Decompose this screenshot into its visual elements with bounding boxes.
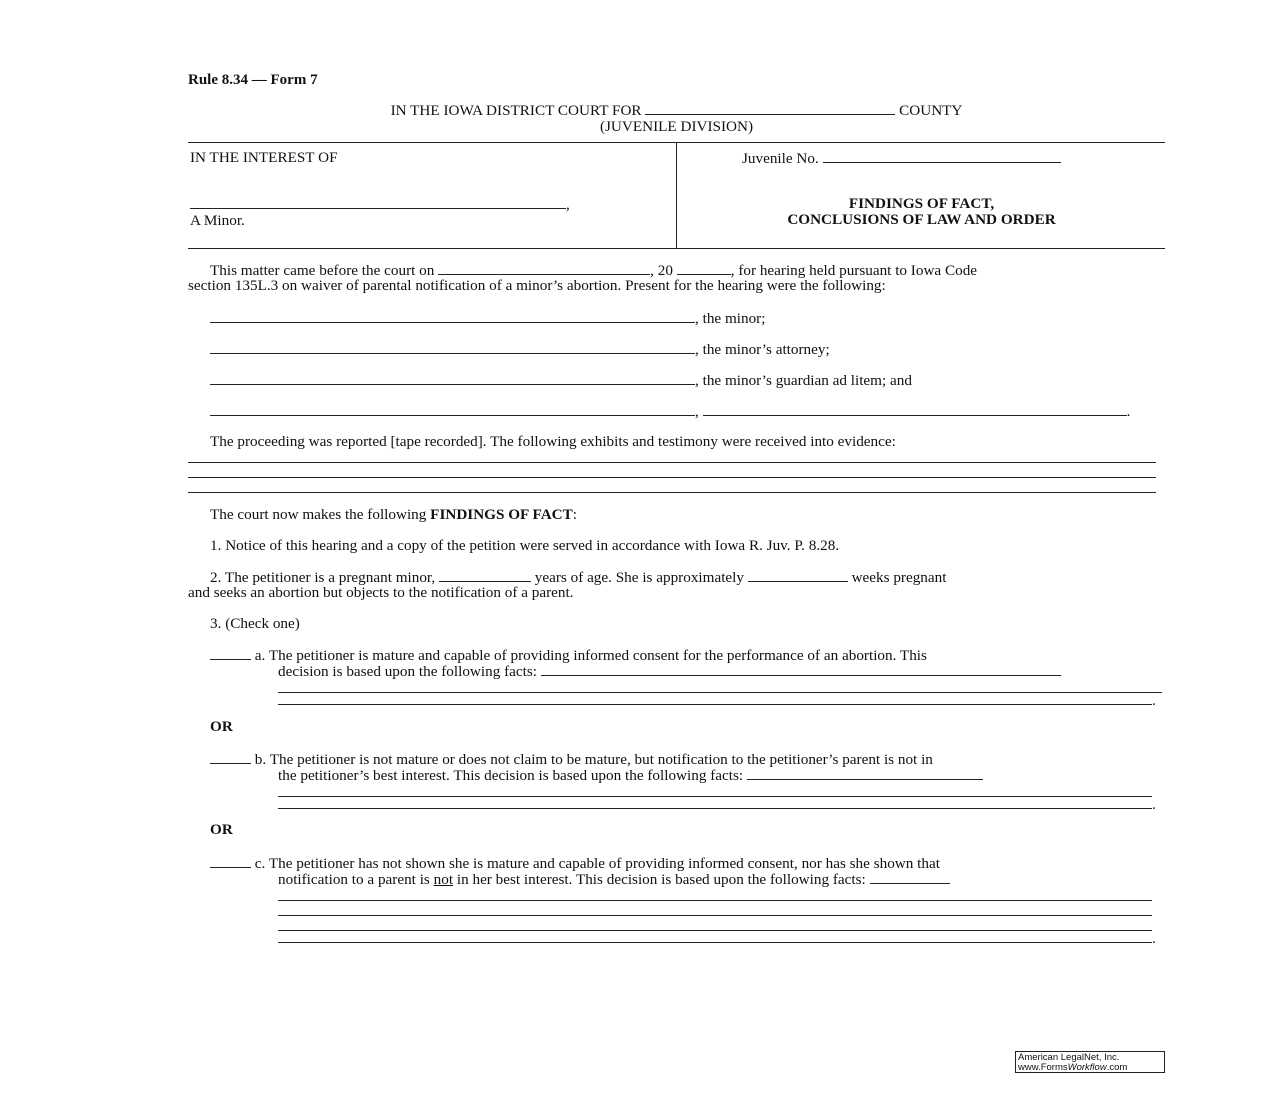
evidence-blank-1[interactable] <box>188 462 1156 463</box>
present-guardian <box>210 372 912 389</box>
option-a-period: . <box>1152 692 1156 709</box>
present-minor <box>210 310 765 327</box>
url-post: .com <box>1106 1062 1128 1073</box>
option-a-facts-blank-3-line <box>278 692 1156 709</box>
option-c-not-emphasis: not <box>433 871 454 888</box>
option-b-line-1 <box>210 751 933 768</box>
evidence-text: The proceeding was reported [tape recorded]. The following exhibits and testimony were received into evidence: <box>210 433 896 450</box>
present-attorney <box>210 341 830 358</box>
option-a-facts-blank-1[interactable] <box>541 663 1061 676</box>
caption-bottom-rule <box>188 248 1165 249</box>
option-b-facts-blank-3-line <box>278 796 1156 813</box>
intro-part2: , 20 <box>650 262 673 279</box>
guardian-blank[interactable] <box>210 372 695 385</box>
intro-part3: , for hearing held pursuant to Iowa Code <box>730 262 978 279</box>
option-c-label: c. <box>254 855 266 872</box>
interest-of-label: IN THE INTEREST OF <box>190 149 338 166</box>
option-b-check-blank[interactable] <box>210 751 251 764</box>
present-other <box>210 403 1130 420</box>
form-title <box>678 196 1165 228</box>
juvenile-no-blank[interactable] <box>823 150 1061 163</box>
option-c-check-blank[interactable] <box>210 855 251 868</box>
option-a-facts-blank-3[interactable] <box>278 692 1152 705</box>
caption-divider <box>676 142 677 248</box>
publisher-footer <box>1015 1051 1165 1073</box>
finding-item-2-line-2: and seeks an abortion but objects to the notification of a parent. <box>188 584 574 601</box>
option-a-check-blank[interactable] <box>210 647 251 660</box>
publisher-name: American LegalNet, Inc. <box>1018 1052 1120 1063</box>
option-a-line-2 <box>278 663 1061 680</box>
evidence-blank-2[interactable] <box>188 477 1156 478</box>
option-a-text-2: decision is based upon the following facts: <box>278 663 537 680</box>
url-italic: Workflow <box>1067 1062 1107 1073</box>
title-line-2: CONCLUSIONS OF LAW AND ORDER <box>787 211 1056 228</box>
option-c-text-2-post: in her best interest. This decision is based upon the following facts: <box>456 871 866 888</box>
minor-present-blank[interactable] <box>210 310 695 323</box>
division-line: (JUVENILE DIVISION) <box>599 118 754 135</box>
county-blank[interactable] <box>645 102 895 115</box>
findings-intro-post: : <box>572 506 578 523</box>
option-b-facts-blank-1[interactable] <box>747 767 983 780</box>
option-b-label: b. <box>254 751 267 768</box>
option-b-period: . <box>1152 796 1156 813</box>
present-minor-label: , the minor; <box>695 310 766 327</box>
findings-intro-bold: FINDINGS OF FACT <box>430 506 573 523</box>
option-c-facts-blank-5[interactable] <box>278 930 1152 943</box>
age-blank[interactable] <box>439 569 531 582</box>
option-c-facts-blank-5-line <box>278 930 1156 947</box>
option-a-line-1 <box>210 647 927 664</box>
minor-name-blank[interactable] <box>190 196 566 209</box>
present-other-sep: , <box>695 403 699 420</box>
other-name-blank[interactable] <box>210 403 695 416</box>
other-role-blank[interactable] <box>703 403 1127 416</box>
intro-part1: This matter came before the court on <box>210 262 435 279</box>
juvenile-no-label: Juvenile No. <box>742 150 819 167</box>
option-a-label: a. <box>254 647 266 664</box>
option-c-facts-blank-2[interactable] <box>278 900 1152 901</box>
minor-name-line <box>190 196 570 213</box>
a-minor-label: A Minor. <box>190 212 245 229</box>
item2-part-b: years of age. She is approximately <box>534 569 744 586</box>
juvenile-no-line <box>742 150 1061 167</box>
publisher-url <box>1018 1063 1162 1073</box>
option-b-facts-blank-3[interactable] <box>278 796 1152 809</box>
option-c-text-2-pre: notification to a parent is <box>278 871 430 888</box>
intro-line-2: section 135L.3 on waiver of parental notification of a minor’s abortion. Present for the hearing were the following: <box>188 277 886 294</box>
title-line-1: FINDINGS OF FACT, <box>848 195 995 212</box>
option-c-period: . <box>1152 930 1156 947</box>
rule-label: Rule 8.34 — Form 7 <box>188 72 318 88</box>
option-b-line-2 <box>278 767 983 784</box>
findings-intro <box>210 507 577 523</box>
item2-part-a: 2. The petitioner is a pregnant minor, <box>210 569 436 586</box>
court-suffix: COUNTY <box>899 102 963 119</box>
present-guardian-label: , the minor’s guardian ad litem; and <box>695 372 912 389</box>
court-heading <box>188 102 1165 135</box>
weeks-blank[interactable] <box>748 569 848 582</box>
present-attorney-label: , the minor’s attorney; <box>695 341 830 358</box>
option-c-line-1 <box>210 855 940 872</box>
court-line <box>188 102 1165 119</box>
option-c-text-1: The petitioner has not shown she is mature and capable of providing informed consent, nor has she shown that <box>268 855 940 872</box>
or-separator-1: OR <box>210 718 233 735</box>
evidence-blank-3[interactable] <box>188 492 1156 493</box>
option-b-text-2: the petitioner’s best interest. This decision is based upon the following facts: <box>278 767 744 784</box>
minor-name-comma: , <box>566 196 570 213</box>
option-a-text-1: The petitioner is mature and capable of providing informed consent for the performance of an abortion. This <box>268 647 927 664</box>
finding-item-1: 1. Notice of this hearing and a copy of the petition were served in accordance with Iowa R. Juv. P. 8.28. <box>210 537 840 554</box>
option-b-text-1: The petitioner is not mature or does not claim to be mature, but notification to the petitioner’s parent is not in <box>269 751 933 768</box>
present-other-end: . <box>1126 403 1131 420</box>
option-c-facts-blank-1[interactable] <box>870 871 950 884</box>
item2-part-c: weeks pregnant <box>851 569 947 586</box>
url-pre: www.Forms <box>1018 1062 1068 1073</box>
finding-item-3: 3. (Check one) <box>210 615 300 632</box>
findings-intro-pre: The court now makes the following <box>210 506 427 523</box>
option-c-line-2 <box>278 871 950 888</box>
hearing-year-blank[interactable] <box>677 262 731 275</box>
attorney-blank[interactable] <box>210 341 695 354</box>
option-c-facts-blank-3[interactable] <box>278 915 1152 916</box>
or-separator-2: OR <box>210 821 233 838</box>
court-prefix: IN THE IOWA DISTRICT COURT FOR <box>390 102 642 119</box>
hearing-date-blank[interactable] <box>438 262 650 275</box>
